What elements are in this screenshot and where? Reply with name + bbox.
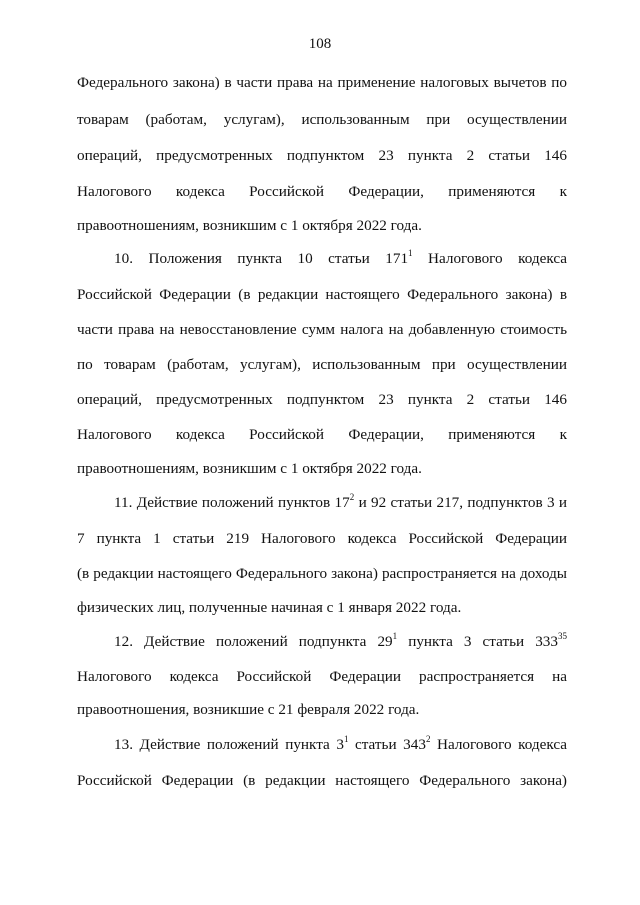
superscript: 2	[349, 492, 355, 502]
text-line: операций, предусмотренных подпунктом 23 пункта 2 статьи 146	[77, 391, 567, 408]
text-line: Налогового кодекса Российской Федерации, применяются к	[77, 426, 567, 443]
paragraph-12-first-line	[114, 632, 567, 652]
text-line: по товарам (работам, услугам), использованным при осуществлении	[77, 356, 567, 373]
paragraph-10-first-line	[114, 249, 567, 269]
page-number: 108	[308, 36, 332, 52]
superscript: 35	[558, 631, 567, 641]
text-line: правоотношениям, возникшим с 1 октября 2022 года.	[77, 217, 422, 234]
text-line: товарам (работам, услугам), использованным при осуществлении	[77, 111, 567, 128]
paragraph-13-first-line	[114, 735, 567, 755]
text-span: 10. Положения пункта 10 статьи 171	[114, 250, 409, 267]
text-span: статьи 343	[348, 736, 426, 753]
text-span: 12. Действие положений подпункта 29	[114, 633, 393, 650]
text-span: и 92 статьи 217, подпунктов 3 и	[354, 494, 567, 511]
text-line: Российской Федерации (в редакции настоящего Федерального закона) в	[77, 286, 567, 303]
text-line: Федерального закона) в части права на применение налоговых вычетов по	[77, 74, 567, 91]
text-line: физических лиц, полученные начиная с 1 января 2022 года.	[77, 599, 462, 616]
text-line: Российской Федерации (в редакции настоящего Федерального закона)	[77, 772, 567, 789]
text-line: правоотношениям, возникшим с 1 октября 2022 года.	[77, 460, 422, 477]
text-span: Налогового кодекса	[430, 736, 568, 753]
text-line: операций, предусмотренных подпунктом 23 пункта 2 статьи 146	[77, 147, 567, 164]
text-line: (в редакции настоящего Федерального закона) распространяется на доходы	[77, 565, 567, 582]
text-span: 13. Действие положений пункта 3	[114, 736, 344, 753]
text-span: 11. Действие положений пунктов 17	[114, 494, 350, 511]
text-span: Налогового кодекса	[412, 250, 567, 267]
text-line: 7 пункта 1 статьи 219 Налогового кодекса Российской Федерации	[77, 530, 567, 547]
paragraph-11-first-line	[114, 493, 567, 513]
superscript: 1	[343, 734, 349, 744]
superscript: 2	[425, 734, 431, 744]
superscript: 1	[408, 248, 413, 258]
text-line: части права на невосстановление сумм налога на добавленную стоимость	[77, 321, 567, 338]
text-line: правоотношения, возникшие с 21 февраля 2022 года.	[77, 701, 420, 718]
text-line: Налогового кодекса Российской Федерации распространяется на	[77, 668, 567, 685]
text-span: пункта 3 статьи 333	[397, 633, 558, 650]
superscript: 1	[392, 631, 398, 641]
text-line: Налогового кодекса Российской Федерации, применяются к	[77, 183, 567, 200]
